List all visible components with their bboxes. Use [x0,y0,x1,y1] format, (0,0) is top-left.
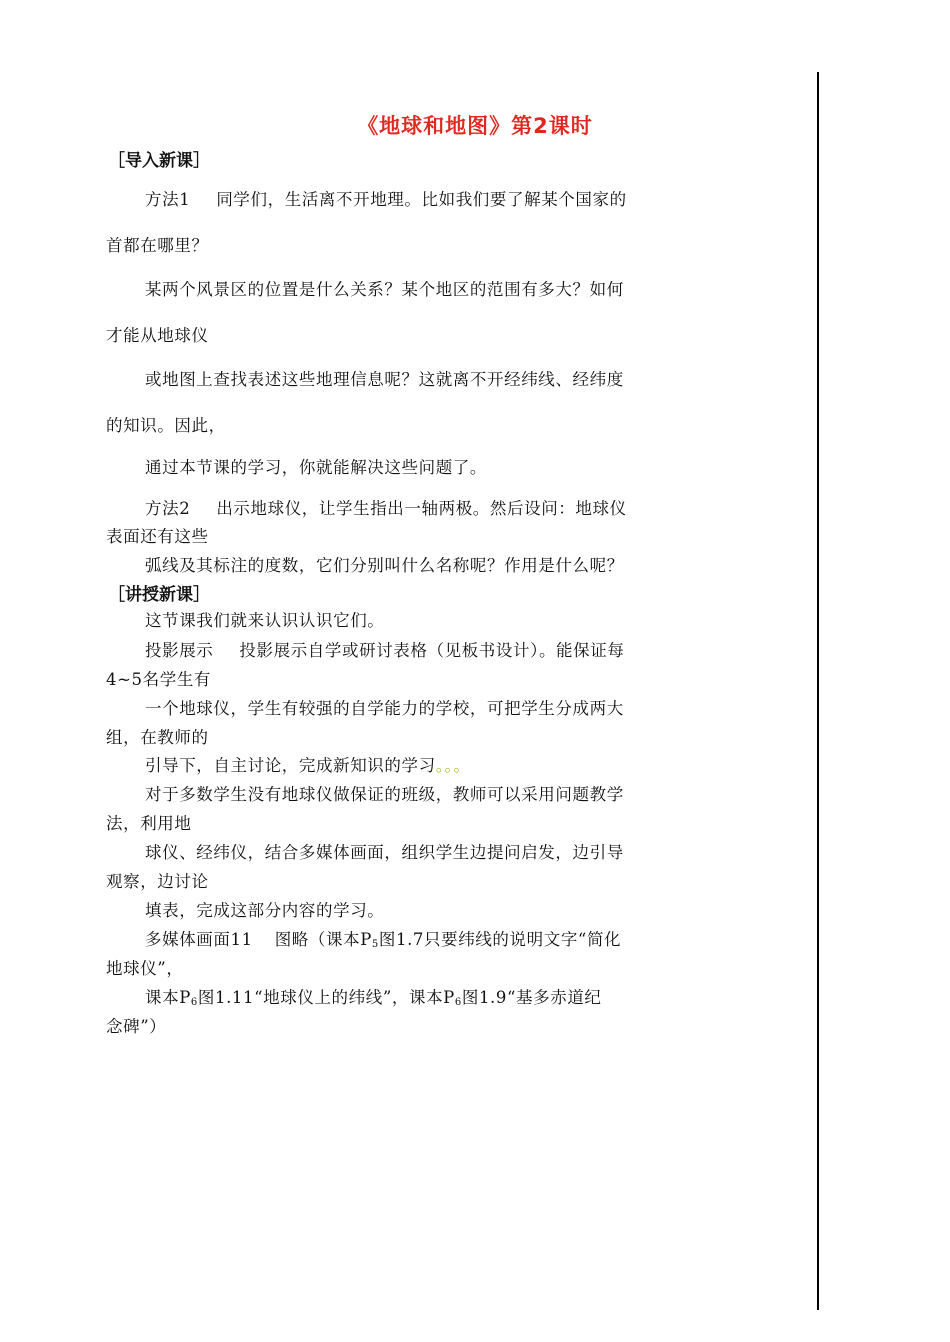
page-subscript: 5 [371,939,379,950]
paragraph-line: 弧线及其标注的度数，它们分别叫什么名称呢？作用是什么呢？ [145,556,624,575]
line-text: 投影展示自学或研讨表格（见板书设计）。能保证每 [239,641,625,660]
paragraph-line: 这节课我们就来认识认识它们。 [145,611,385,630]
paragraph-line: 球仪、经纬仪，结合多媒体画面，组织学生边提问启发，边引导 [145,843,624,862]
line-text: 图1.11“地球仪上的纬线”，课本P [197,988,455,1007]
line-text: 图1.9“基多赤道纪 [461,988,602,1007]
page-subscript: 6 [190,997,198,1008]
method-label: 方法1 [145,190,191,209]
paragraph-line: 组，在教师的 [106,728,209,747]
section-heading-lecture: ［讲授新课］ [108,585,210,605]
paragraph-line [145,495,627,519]
paragraph-line: 填表，完成这部分内容的学习。 [145,901,385,920]
line-text: 引导下，自主讨论，完成新知识的学习 [145,756,436,775]
paragraph-line: 的知识。因此， [106,416,226,435]
paragraph-line [145,637,624,661]
page-subscript: 6 [454,997,462,1008]
paragraph-line: 通过本节课的学习，你就能解决这些问题了。 [145,458,487,477]
paragraph-line [145,926,621,950]
highlight-dots: 。。。 [435,756,471,775]
page-margin-rule [817,72,819,1310]
projection-label: 投影展示 [145,641,214,660]
paragraph-line: 法，利用地 [106,814,192,833]
paragraph-line: 地球仪”， [106,959,184,978]
paragraph-line: 对于多数学生没有地球仪做保证的班级，教师可以采用问题教学 [145,785,624,804]
paragraph-line: 4~5名学生有 [106,670,212,689]
document-title: 《地球和地图》第2课时 [357,114,593,138]
paragraph-line: 才能从地球仪 [106,326,209,345]
paragraph-line: 首都在哪里？ [106,236,209,255]
paragraph-line [145,752,471,776]
line-text: 出示地球仪，让学生指出一轴两极。然后设问：地球仪 [216,499,627,518]
paragraph-line: 念碑”） [106,1017,167,1036]
multimedia-label: 多媒体画面11 [145,930,253,949]
line-text: 同学们，生活离不开地理。比如我们要了解某个国家的 [216,190,627,209]
line-text: 课本P [145,988,191,1007]
line-text: 图略（课本P [274,930,372,949]
paragraph-line [145,186,627,210]
line-text: 图1.7只要纬线的说明文字“简化 [378,930,622,949]
paragraph-line: 某两个风景区的位置是什么关系？某个地区的范围有多大？如何 [145,280,624,299]
section-heading-intro: ［导入新课］ [108,151,210,171]
paragraph-line [145,984,602,1008]
paragraph-line: 一个地球仪，学生有较强的自学能力的学校，可把学生分成两大 [145,699,624,718]
paragraph-line: 或地图上查找表述这些地理信息呢？这就离不开经纬线、经纬度 [145,370,624,389]
paragraph-line: 表面还有这些 [106,527,209,546]
paragraph-line: 观察，边讨论 [106,872,209,891]
method-label: 方法2 [145,499,191,518]
